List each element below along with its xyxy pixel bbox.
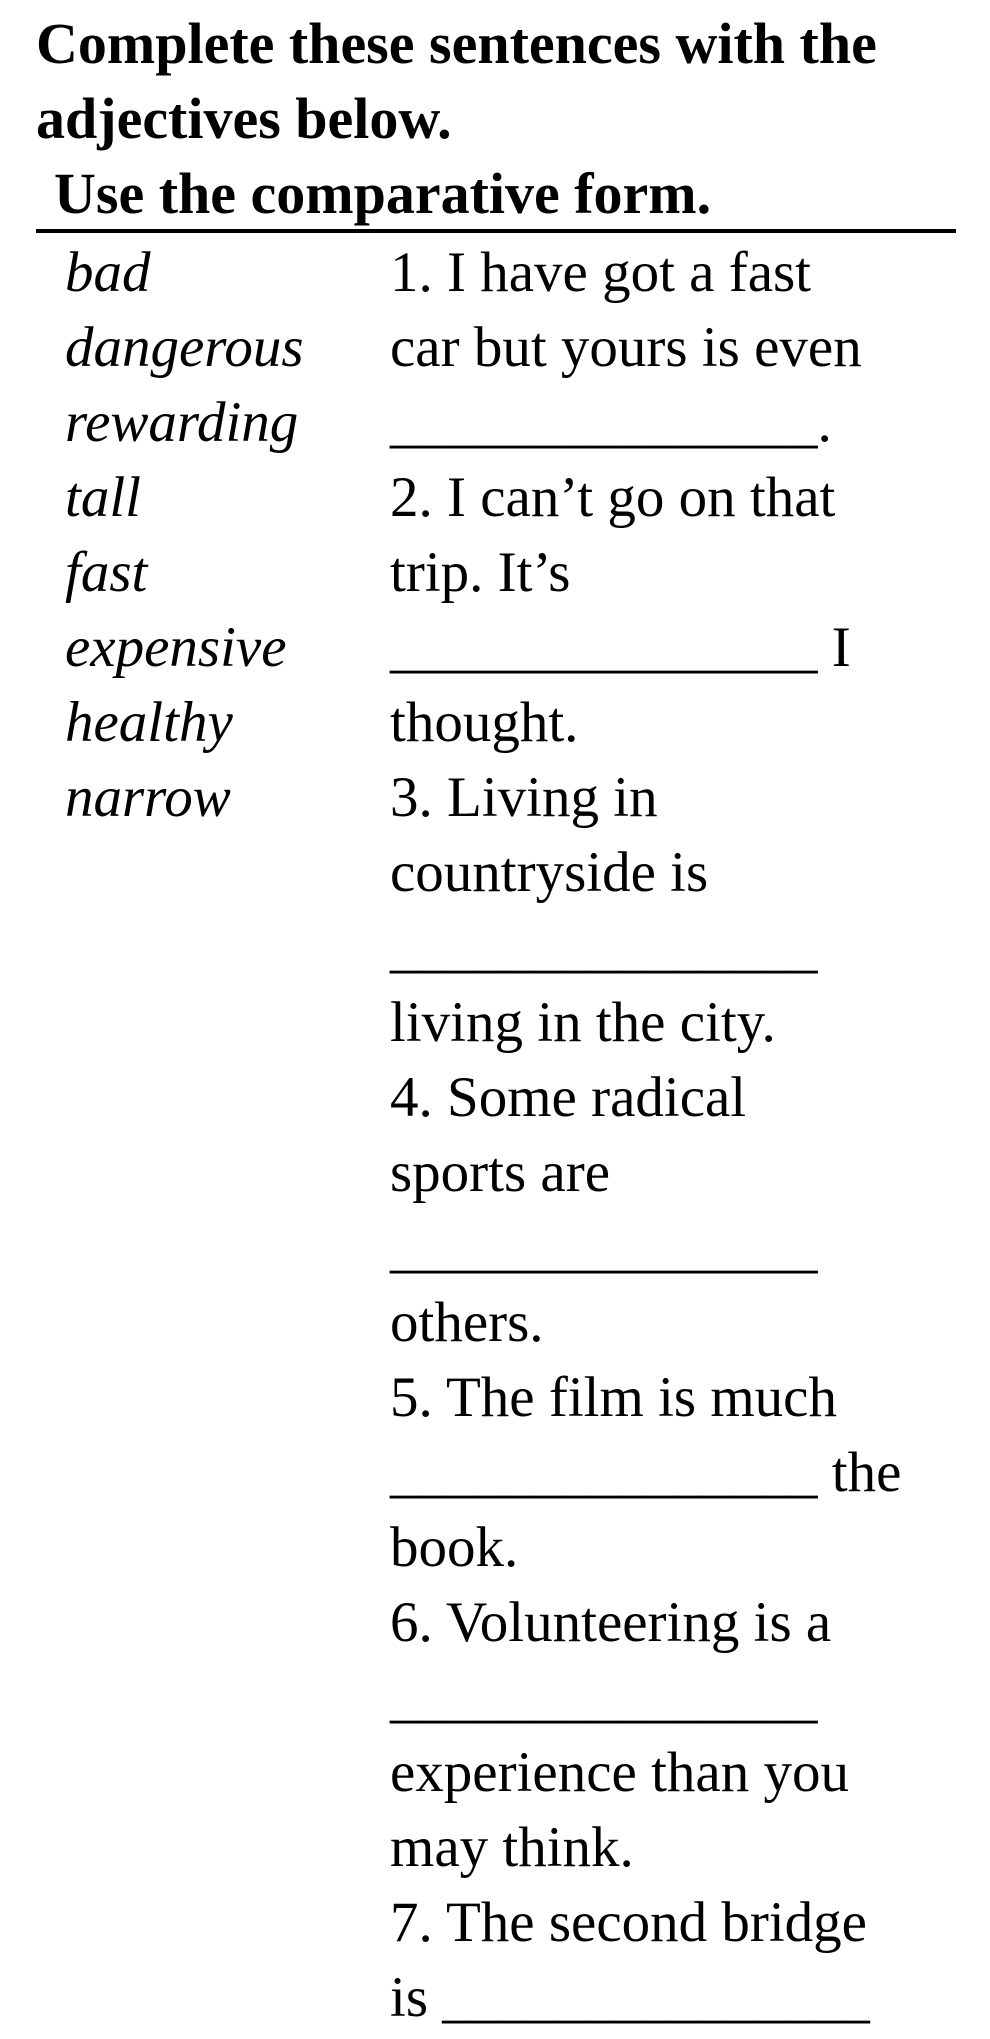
sentence-line: 2. I can’t go on that <box>390 466 836 529</box>
sentence-line: 5. The film is much <box>390 1366 837 1429</box>
word-bank-item: rewarding <box>65 391 299 454</box>
sentence-line: book. <box>390 1516 519 1579</box>
instructions <box>36 6 956 231</box>
answer-blank-line: _______________ the <box>390 1441 902 1504</box>
sentence-line: thought. <box>390 691 579 754</box>
sentence-line: 7. The second bridge <box>390 1891 867 1954</box>
sentence-line: others. <box>390 1291 544 1354</box>
sentence-line: 3. Living in <box>390 766 658 829</box>
answer-blank-line: _______________ <box>390 1666 818 1729</box>
sentence-line: living in the city. <box>390 991 776 1054</box>
answer-blank-line: _______________ I <box>390 616 851 679</box>
word-bank <box>65 235 365 835</box>
answer-blank-line: _______________ <box>390 1216 818 1279</box>
instruction-line-3: Use the comparative form. <box>54 161 712 226</box>
answer-blank-line: is _______________ <box>390 1966 870 2029</box>
sentence-line: sports are <box>390 1141 611 1204</box>
word-bank-item: tall <box>65 466 142 529</box>
sentence-list <box>390 235 960 2035</box>
sentence-line: experience than you <box>390 1741 849 1804</box>
answer-blank-line: _______________. <box>390 391 832 454</box>
instruction-line-2: adjectives below. <box>36 86 452 151</box>
word-bank-item: bad <box>65 241 151 304</box>
word-bank-item: expensive <box>65 616 287 679</box>
sentence-line: 4. Some radical <box>390 1066 747 1129</box>
word-bank-item: fast <box>65 541 148 604</box>
sentence-line: may think. <box>390 1816 634 1879</box>
answer-blank-line: _______________ <box>390 916 818 979</box>
sentence-line: 6. Volunteering is a <box>390 1591 832 1654</box>
header-divider <box>36 229 956 233</box>
sentence-line: trip. It’s <box>390 541 571 604</box>
instruction-line-1: Complete these sentences with the <box>36 11 877 76</box>
sentence-line: countryside is <box>390 841 709 904</box>
word-bank-item: healthy <box>65 691 233 754</box>
sentence-line: car but yours is even <box>390 316 862 379</box>
word-bank-item: dangerous <box>65 316 304 379</box>
word-bank-item: narrow <box>65 766 231 829</box>
sentence-line: 1. I have got a fast <box>390 241 812 304</box>
